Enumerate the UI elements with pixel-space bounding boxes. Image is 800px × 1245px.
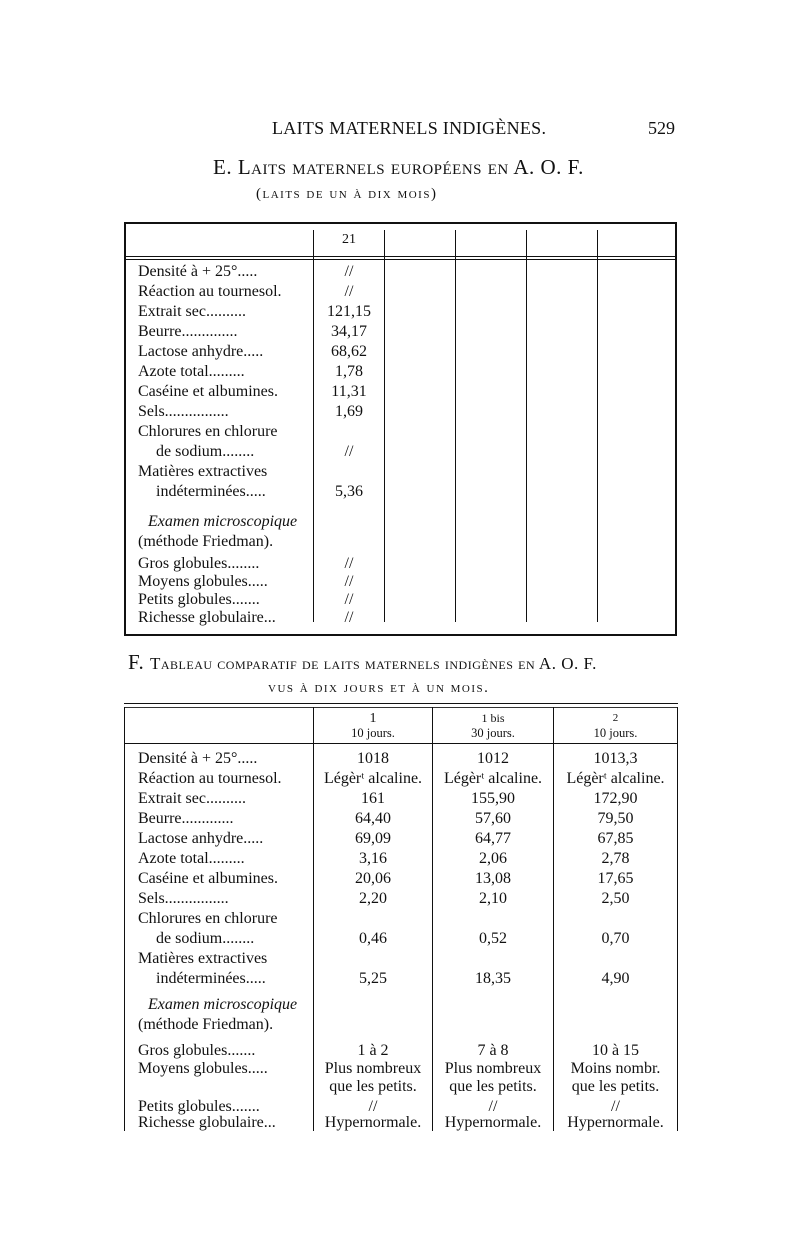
table-e-cell: // xyxy=(344,263,354,280)
table-f-cell: Légèrᵗ alcaline. xyxy=(443,770,543,787)
table-f-cell: // xyxy=(488,1098,498,1115)
table-f-row-label: Caséine et albumines. xyxy=(138,870,278,887)
table-e-row-label: Sels................ xyxy=(138,403,229,420)
table-f-cell: 1012 xyxy=(477,750,509,767)
table-e-cell: // xyxy=(344,443,354,460)
page-number: 529 xyxy=(648,118,675,138)
section-f-title-text: Tableau comparatif de laits maternels indigènes en A. O. F. xyxy=(150,654,597,673)
table-f-cell: 2,06 xyxy=(479,850,507,867)
table-f-cell: Légèrᵗ alcaline. xyxy=(566,770,665,787)
section-e-letter: E. xyxy=(213,155,233,179)
table-f-row-label: de sodium........ xyxy=(156,930,255,947)
table-e-cell: 1,69 xyxy=(335,403,363,420)
table-f-header-rule xyxy=(124,743,678,744)
table-f-cell: 1013,3 xyxy=(593,750,638,767)
table-f-cell: 64,77 xyxy=(475,830,511,847)
table-f-cell: 18,35 xyxy=(475,970,511,987)
table-e-row-label: (méthode Friedman). xyxy=(138,533,274,550)
section-e-subtitle: (laits de un à dix mois) xyxy=(256,186,438,202)
table-f-cell: 57,60 xyxy=(475,810,511,827)
table-e-cell: 34,17 xyxy=(331,323,367,340)
table-f-row-label: Lactose anhydre..... xyxy=(138,830,264,847)
table-f-row-label: Réaction au tournesol. xyxy=(138,770,282,787)
table-f-cell: 172,90 xyxy=(593,790,638,807)
section-e-title-text: Laits maternels européens en A. O. F. xyxy=(237,155,584,179)
table-e-row-label: Azote total......... xyxy=(138,363,245,380)
table-e-row-label: indéterminées..... xyxy=(156,483,266,500)
running-head xyxy=(0,118,800,146)
table-f-left-border xyxy=(124,707,125,1131)
table-f-cell: que les petits. xyxy=(449,1078,537,1095)
table-f-row-label: Beurre............. xyxy=(138,810,234,827)
table-f-cell: Légèrᵗ alcaline. xyxy=(323,770,423,787)
table-f-top-rule-2 xyxy=(124,707,678,708)
table-f-cell: 13,08 xyxy=(475,870,511,887)
table-e-col-divider-4 xyxy=(526,230,527,622)
table-e-row-label: Extrait sec.......... xyxy=(138,303,246,320)
table-e-cell: 5,36 xyxy=(335,483,363,500)
table-f-cell: que les petits. xyxy=(329,1078,417,1095)
table-f-cell: Moins nombr. xyxy=(570,1060,661,1077)
table-e-row-label: Gros globules........ xyxy=(138,555,260,572)
table-f-row-label: indéterminées..... xyxy=(156,970,266,987)
table-e-cell: // xyxy=(344,283,354,300)
table-f-row-label: (méthode Friedman). xyxy=(138,1016,274,1033)
table-f-col-header-2: 1 bis 30 jours. xyxy=(471,711,515,740)
table-f-row-label: Azote total......... xyxy=(138,850,245,867)
table-f-cell: 20,06 xyxy=(355,870,391,887)
table-f-row-label: Richesse globulaire... xyxy=(138,1114,276,1131)
table-e-row-label: Beurre.............. xyxy=(138,323,238,340)
table-f-cell: Plus nombreux xyxy=(444,1060,542,1077)
table-f xyxy=(124,703,680,1133)
table-f-row-label: Chlorures en chlorure xyxy=(138,910,278,927)
table-f-cell: 3,16 xyxy=(359,850,387,867)
table-f-cell: 0,52 xyxy=(479,930,507,947)
table-e-row-label: Richesse globulaire... xyxy=(138,609,276,626)
table-e-cell: // xyxy=(344,555,354,572)
running-title: LAITS MATERNELS INDIGÈNES. xyxy=(272,118,547,138)
table-e xyxy=(124,222,677,634)
table-f-cell: // xyxy=(611,1098,620,1115)
table-f-cell: Hypernormale. xyxy=(324,1114,422,1131)
table-f-cell: 7 à 8 xyxy=(477,1042,509,1059)
table-f-row-label: Gros globules....... xyxy=(138,1042,256,1059)
table-e-row-label: Moyens globules..... xyxy=(138,573,268,590)
table-f-row-label: Sels................ xyxy=(138,890,229,907)
table-f-cell: 5,25 xyxy=(359,970,387,987)
table-e-cell: // xyxy=(344,609,354,626)
table-f-col-header-1: 1 10 jours. xyxy=(351,711,395,740)
table-e-row-label: Petits globules....... xyxy=(138,591,260,608)
section-f-letter: F. xyxy=(128,650,145,674)
table-e-row-label: Examen microscopique xyxy=(148,513,298,530)
section-f-title xyxy=(128,650,597,675)
table-f-cell: Plus nombreux xyxy=(324,1060,422,1077)
table-e-col-divider-3 xyxy=(455,230,456,622)
table-f-cell: 155,90 xyxy=(471,790,515,807)
table-e-row-label: Matières extractives xyxy=(138,463,268,480)
table-f-cell: 0,46 xyxy=(359,930,387,947)
table-f-cell: 2,20 xyxy=(359,890,387,907)
table-e-row-label: Réaction au tournesol. xyxy=(138,283,282,300)
table-f-cell: Hypernormale. xyxy=(444,1114,542,1131)
table-e-header-rule xyxy=(126,256,675,257)
table-f-cell: 2,10 xyxy=(479,890,507,907)
table-f-cell: 17,65 xyxy=(597,870,634,887)
table-f-cell: 0,70 xyxy=(601,930,630,947)
table-e-col-divider-2 xyxy=(384,230,385,622)
table-f-cell: 4,90 xyxy=(601,970,630,987)
table-e-cell: 68,62 xyxy=(331,343,367,360)
table-f-right-border xyxy=(677,707,678,1131)
table-e-cell: // xyxy=(344,591,354,608)
table-f-cell: 161 xyxy=(361,790,385,807)
table-f-cell: 2,78 xyxy=(601,850,630,867)
table-f-cell: 69,09 xyxy=(355,830,391,847)
table-e-cell: 1,78 xyxy=(335,363,363,380)
table-f-cell: que les petits. xyxy=(571,1078,660,1095)
table-f-row-label: Densité à + 25°..... xyxy=(138,750,258,767)
table-f-cell: // xyxy=(368,1098,378,1115)
table-f-cell: 1 à 2 xyxy=(357,1042,389,1059)
table-e-cell: 121,15 xyxy=(327,303,371,320)
table-f-cell: 10 à 15 xyxy=(591,1042,640,1059)
table-f-row-label: Extrait sec.......... xyxy=(138,790,246,807)
table-f-cell: 79,50 xyxy=(597,810,634,827)
table-f-row-label: Petits globules....... xyxy=(138,1098,260,1115)
table-f-cell: Hypernormale. xyxy=(567,1114,664,1131)
table-e-header-rule-2 xyxy=(126,259,675,260)
table-e-row-label: de sodium........ xyxy=(156,443,255,460)
table-e-row-label: Densité à + 25°..... xyxy=(138,263,258,280)
table-e-cell: // xyxy=(344,573,354,590)
table-e-col-header: 21 xyxy=(342,232,356,247)
table-f-cell: 2,50 xyxy=(601,890,630,907)
table-e-row-label: Chlorures en chlorure xyxy=(138,423,278,440)
table-f-row-label: Moyens globules..... xyxy=(138,1060,268,1077)
table-f-top-rule xyxy=(124,703,678,704)
table-f-row-label: Examen microscopique xyxy=(148,996,298,1013)
section-f-subtitle: vus à dix jours et à un mois. xyxy=(268,680,490,696)
section-e-title xyxy=(213,155,584,180)
table-e-row-label: Lactose anhydre..... xyxy=(138,343,264,360)
table-e-col-divider-5 xyxy=(597,230,598,622)
table-e-cell: 11,31 xyxy=(331,383,367,400)
table-f-cell: 67,85 xyxy=(597,830,634,847)
table-f-cell: 1018 xyxy=(357,750,389,767)
table-f-col-header-3: 2 10 jours. xyxy=(593,712,638,740)
table-e-row-label: Caséine et albumines. xyxy=(138,383,278,400)
table-f-cell: 64,40 xyxy=(355,810,391,827)
table-f-row-label: Matières extractives xyxy=(138,950,268,967)
